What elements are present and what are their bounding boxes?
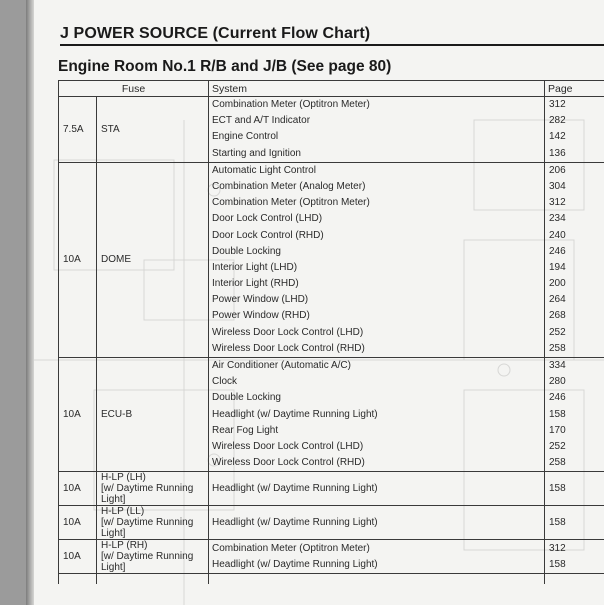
system-entry: Wireless Door Lock Control (LHD) <box>212 440 364 452</box>
page-number: 200 <box>549 278 566 290</box>
fuse-name: H-LP (RH) [w/ Daytime Running Light] <box>97 540 209 574</box>
page-number: 158 <box>549 516 566 528</box>
binding-shadow <box>26 0 34 605</box>
fuse-amperage: 10A <box>59 506 97 540</box>
page-number: 246 <box>549 392 566 404</box>
page-list <box>545 97 604 163</box>
fuse-name: ECU-B <box>97 358 209 472</box>
page-number: 142 <box>549 131 566 143</box>
table-row <box>59 506 604 540</box>
system-entry: Rear Fog Light <box>212 424 279 436</box>
system-entry: Headlight (w/ Daytime Running Light) <box>212 408 378 420</box>
fuse-name: H-LP (LH) [w/ Daytime Running Light] <box>97 472 209 506</box>
page-list <box>545 358 604 472</box>
system-entry: Interior Light (LHD) <box>212 261 298 273</box>
page-list <box>545 162 604 357</box>
system-entry: Headlight (w/ Daytime Running Light) <box>212 482 378 494</box>
fuse-name: DOME <box>97 162 209 357</box>
fuse-name: H-LP (LL) [w/ Daytime Running Light] <box>97 506 209 540</box>
page-number: 252 <box>549 440 566 452</box>
page-number: 194 <box>549 261 566 273</box>
page-number: 312 <box>549 99 566 110</box>
column-header-system: System <box>209 81 545 97</box>
table-header-row <box>59 81 604 97</box>
system-entry: ECT and A/T Indicator <box>212 115 311 127</box>
page-number: 234 <box>549 213 566 225</box>
system-entry: Wireless Door Lock Control (RHD) <box>212 342 365 354</box>
page-number: 246 <box>549 245 566 257</box>
system-entry: Headlight (w/ Daytime Running Light) <box>212 558 378 570</box>
column-header-page: Page <box>545 81 604 97</box>
fuse-table <box>58 80 604 584</box>
page-number: 264 <box>549 294 566 306</box>
page-number: 158 <box>549 558 566 570</box>
system-entry: Door Lock Control (LHD) <box>212 213 323 225</box>
table-row <box>59 162 604 357</box>
page-number: 240 <box>549 229 566 241</box>
table-row <box>59 472 604 506</box>
system-entry: Headlight (w/ Daytime Running Light) <box>212 516 378 528</box>
table-row <box>59 358 604 472</box>
system-entry: Combination Meter (Optitron Meter) <box>212 542 370 554</box>
fuse-amperage: 10A <box>59 540 97 574</box>
fuse-amperage: 7.5A <box>59 97 97 163</box>
system-entry: Clock <box>212 376 238 388</box>
fuse-amperage: 10A <box>59 162 97 357</box>
system-entry: Interior Light (RHD) <box>212 278 299 290</box>
system-entry: Power Window (LHD) <box>212 294 309 306</box>
system-entry: Starting and Ignition <box>212 147 301 159</box>
system-list <box>209 472 545 506</box>
manual-page <box>34 0 604 605</box>
system-list <box>209 358 545 472</box>
page-number: 170 <box>549 424 566 436</box>
page-number: 252 <box>549 326 566 338</box>
empty-cell <box>97 574 209 585</box>
page-number: 280 <box>549 376 566 388</box>
system-entry: Double Locking <box>212 392 281 404</box>
system-entry: Air Conditioner (Automatic A/C) <box>212 360 351 371</box>
fuse-amperage: 10A <box>59 472 97 506</box>
system-list <box>209 97 545 163</box>
empty-cell <box>209 574 545 585</box>
fuse-name: STA <box>97 97 209 163</box>
page-list <box>545 540 604 574</box>
empty-cell <box>59 574 97 585</box>
system-entry: Engine Control <box>212 131 279 143</box>
system-entry: Power Window (RHD) <box>212 310 310 322</box>
system-entry: Door Lock Control (RHD) <box>212 229 324 241</box>
system-list <box>209 506 545 540</box>
page-number: 312 <box>549 197 566 209</box>
page-number: 258 <box>549 342 566 354</box>
system-list <box>209 540 545 574</box>
page-list <box>545 506 604 540</box>
column-header-fuse: Fuse <box>59 81 209 97</box>
table-row <box>59 540 604 574</box>
system-entry: Wireless Door Lock Control (LHD) <box>212 326 364 338</box>
system-entry: Combination Meter (Optitron Meter) <box>212 197 370 209</box>
binding-margin <box>0 0 26 605</box>
page-list <box>545 472 604 506</box>
system-entry: Combination Meter (Optitron Meter) <box>212 99 370 110</box>
table-subtitle: Engine Room No.1 R/B and J/B (See page 80) <box>58 58 392 75</box>
system-entry: Wireless Door Lock Control (RHD) <box>212 457 365 469</box>
title-underline <box>60 44 604 46</box>
fuse-amperage: 10A <box>59 358 97 472</box>
page-number: 312 <box>549 542 566 554</box>
table-row <box>59 97 604 163</box>
page-number: 282 <box>549 115 566 127</box>
section-title: J POWER SOURCE (Current Flow Chart) <box>60 25 371 42</box>
page-number: 268 <box>549 310 566 322</box>
page-number: 158 <box>549 482 566 494</box>
system-list <box>209 162 545 357</box>
page-number: 206 <box>549 164 566 176</box>
system-entry: Automatic Light Control <box>212 164 316 176</box>
empty-cell <box>545 574 604 585</box>
system-entry: Double Locking <box>212 245 281 257</box>
page-number: 334 <box>549 360 566 371</box>
page-number: 158 <box>549 408 566 420</box>
page-number: 304 <box>549 180 566 192</box>
system-entry: Combination Meter (Analog Meter) <box>212 180 366 192</box>
table-row-cutoff <box>59 574 604 585</box>
page-number: 258 <box>549 457 566 469</box>
page-number: 136 <box>549 147 566 159</box>
table-body <box>59 97 604 585</box>
